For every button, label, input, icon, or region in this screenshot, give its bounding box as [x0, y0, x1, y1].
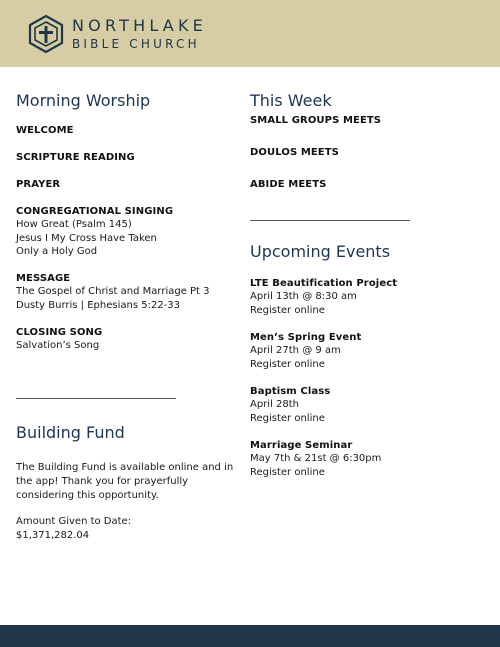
amount-value: $1,371,282.04	[16, 530, 90, 541]
event-register-link[interactable]: Register online	[250, 305, 325, 316]
divider	[16, 398, 176, 399]
song-line: Jesus I My Cross Have Taken	[16, 233, 157, 244]
congregational-singing-title: CONGREGATIONAL SINGING	[16, 206, 174, 217]
event-date: April 28th	[250, 399, 300, 410]
this-week-item: SMALL GROUPS MEETS	[250, 115, 382, 126]
closing-song-line: Salvation’s Song	[16, 340, 100, 351]
cross-hexagon-icon	[27, 14, 65, 54]
divider	[250, 220, 410, 221]
event-title: Baptism Class	[250, 386, 331, 397]
church-name: NORTHLAKE	[72, 16, 207, 35]
church-subtitle: BIBLE CHURCH	[72, 37, 200, 51]
event-register-link[interactable]: Register online	[250, 467, 325, 478]
message-line: Dusty Burris | Ephesians 5:22-33	[16, 300, 181, 311]
prayer-item: PRAYER	[16, 179, 61, 190]
building-fund-text: The Building Fund is available online and in the app! Thank you for prayerfully considering this opportunity.	[16, 462, 234, 501]
event-title: Marriage Seminar	[250, 440, 353, 451]
morning-worship-heading: Morning Worship	[16, 91, 151, 110]
event-title: LTE Beautification Project	[250, 278, 398, 289]
building-fund-heading: Building Fund	[16, 423, 125, 442]
scripture-reading-item: SCRIPTURE READING	[16, 152, 135, 163]
page-header	[0, 0, 500, 67]
song-line: How Great (Psalm 145)	[16, 219, 132, 230]
message-title: MESSAGE	[16, 273, 71, 284]
event-title: Men’s Spring Event	[250, 332, 362, 343]
event-register-link[interactable]: Register online	[250, 359, 325, 370]
this-week-heading: This Week	[250, 91, 332, 110]
page-footer	[0, 625, 500, 647]
event-date: May 7th & 21st @ 6:30pm	[250, 453, 382, 464]
this-week-item: ABIDE MEETS	[250, 179, 327, 190]
event-date: April 27th @ 9 am	[250, 345, 341, 356]
closing-song-title: CLOSING SONG	[16, 327, 103, 338]
amount-label: Amount Given to Date:	[16, 516, 132, 527]
song-line: Only a Holy God	[16, 246, 98, 257]
message-line: The Gospel of Christ and Marriage Pt 3	[16, 286, 210, 297]
this-week-item: DOULOS MEETS	[250, 147, 339, 158]
event-date: April 13th @ 8:30 am	[250, 291, 357, 302]
welcome-item: WELCOME	[16, 125, 74, 136]
upcoming-events-heading: Upcoming Events	[250, 242, 391, 261]
event-register-link[interactable]: Register online	[250, 413, 325, 424]
